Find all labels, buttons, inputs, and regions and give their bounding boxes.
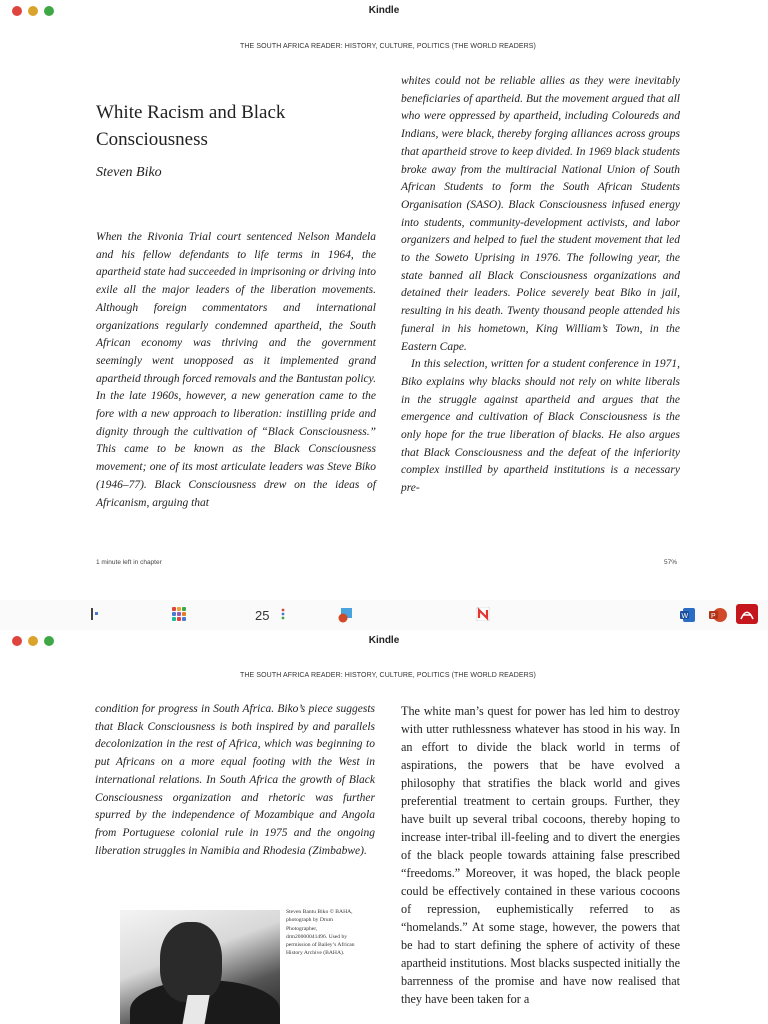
dock-dots-icon — [281, 607, 285, 623]
book-title: THE SOUTH AFRICA READER: HISTORY, CULTURE, POLITICS (THE WORLD READERS) — [240, 672, 536, 679]
title-bar[interactable] — [0, 0, 768, 22]
apps-grid-icon[interactable] — [172, 607, 186, 623]
essay-right-column — [401, 702, 680, 1008]
intro-paragraph-continued: whites could not be reliable allies as they were inevitably beneficiaries of apartheid. But the movement argued that all who were oppressed by apartheid, including Coloureds and Indians, were black, thereby forging alliances across groups that apartheid strove to keep divided. In 1969 black students broke away from the multiracial National Union of South African Students to form the South African Students Organisation (SASO). Black Consciousness infused energy into students, community-development activists, and labor organizers and helped to fuel the student movement that led to the Soweto Uprising in 1976. The following year, the state banned all Black Consciousness organizations and detained their leaders. Police severely beat Biko in jail, resulting in his death. Twenty thousand people attended his funeral in his hometown, King William’s Town, in the Eastern Cape. — [401, 75, 680, 353]
window-title: Kindle — [368, 635, 400, 646]
intro-paragraph-selection: In this selection, written for a student conference in 1971, Biko explains why blacks should not rely on white liberals in the struggle against apartheid and argues that the emergence and cultivation of Black Consciousness is the only hope for the true liberation of blacks. He also argues that Black Consciousness and the defeat of the inferiority complex instilled by apartheid institutions is a necessary pre- — [401, 358, 680, 495]
reading-time-left[interactable]: 1 minute left in chapter — [96, 559, 162, 566]
biko-portrait-image — [120, 910, 280, 1024]
title-bar[interactable] — [0, 630, 768, 652]
word-icon[interactable] — [680, 607, 696, 623]
photo-caption: Steven Bantu Biko © BAHA, photograph by Drum Photographer, drm20000041496. Used by permission of Bailey’s African History Archive (BAHA). — [286, 909, 355, 957]
acrobat-icon[interactable] — [736, 607, 758, 623]
intro-paragraph: When the Rivonia Trial court sentenced Nelson Mandela and his fellow defendants to life terms in 1964, the apartheid state had succeeded in imprisoning or driving into exile all the major leaders of the liberation movements. Although foreign commentators and international organizations regularly condemned apartheid, the South African economy was thriving and the government seemingly went unopposed as it implemented grand apartheid through forced removals and the Bantustan policy. In the late 1960s, however, a new generation came to the fore with a new approach to liberation: instilling pride and dignity through the cultivation of “Black Consciousness.” This came to be known as the Black Consciousness movement; one of its most articulate leaders was Steve Biko (1946–77). Black Consciousness drew on the ideas of Africanism, arguing that — [96, 231, 376, 509]
dock — [0, 600, 768, 630]
book-title: THE SOUTH AFRICA READER: HISTORY, CULTURE, POLITICS (THE WORLD READERS) — [240, 43, 536, 50]
preview-icon[interactable] — [337, 607, 353, 623]
essay-paragraph: The white man’s quest for power has led him to destroy with utter ruthlessness whatever has stood in his way. In an effort to divide the black world in terms of aspirations, the powers that be have evolved a philosophy that stratifies the black world and gives preferential treatment to certain groups. Further, they have built up several tribal cocoons, thereby hoping to increase inter-tribal ill-feeling and to divert the energies of the black people towards attaining false prescribed “freedoms.” Moreover, it was hoped, the black people could be effectively contained in these various cocoons of repression, euphemistically referred to as “homelands.” At some stage, however, the powers that be had to start defining the sphere of activity of these apartheid institutions. Most blacks suspected initially the barrenness of the promise and have now realised that they have been taken for a — [401, 704, 680, 1006]
intro-right-column — [401, 73, 680, 498]
intro-left-column — [96, 229, 376, 512]
calendar-date: 25 — [255, 608, 270, 623]
intro-left-column-continued — [95, 701, 375, 860]
powerpoint-icon[interactable] — [709, 607, 727, 623]
svg-text:W: W — [681, 613, 689, 620]
author-name: Steven Biko — [96, 165, 162, 180]
chapter-title: White Racism and Black Consciousness — [96, 102, 286, 150]
reading-progress[interactable]: 57% — [664, 559, 678, 566]
intro-paragraph-end: condition for progress in South Africa. Biko’s piece suggests that Black Consciousness is both inspired by and parallels decolonization in the rest of Africa, which was beginning to put Africans on a more equal footing with the West in international relations. In South Africa the growth of Black Consciousness organization and rhetoric was further spurred by the independence of Mozambique and Angola from Portuguese colonial rule in 1975 and the ongoing liberation struggles in Namibia and Rhodesia (Zimbabwe). — [95, 703, 375, 857]
calendar-icon[interactable] — [255, 608, 269, 624]
svg-text:P: P — [711, 613, 716, 620]
launchpad-icon[interactable] — [90, 607, 102, 623]
news-icon[interactable] — [476, 607, 490, 623]
window-title: Kindle — [368, 5, 400, 16]
